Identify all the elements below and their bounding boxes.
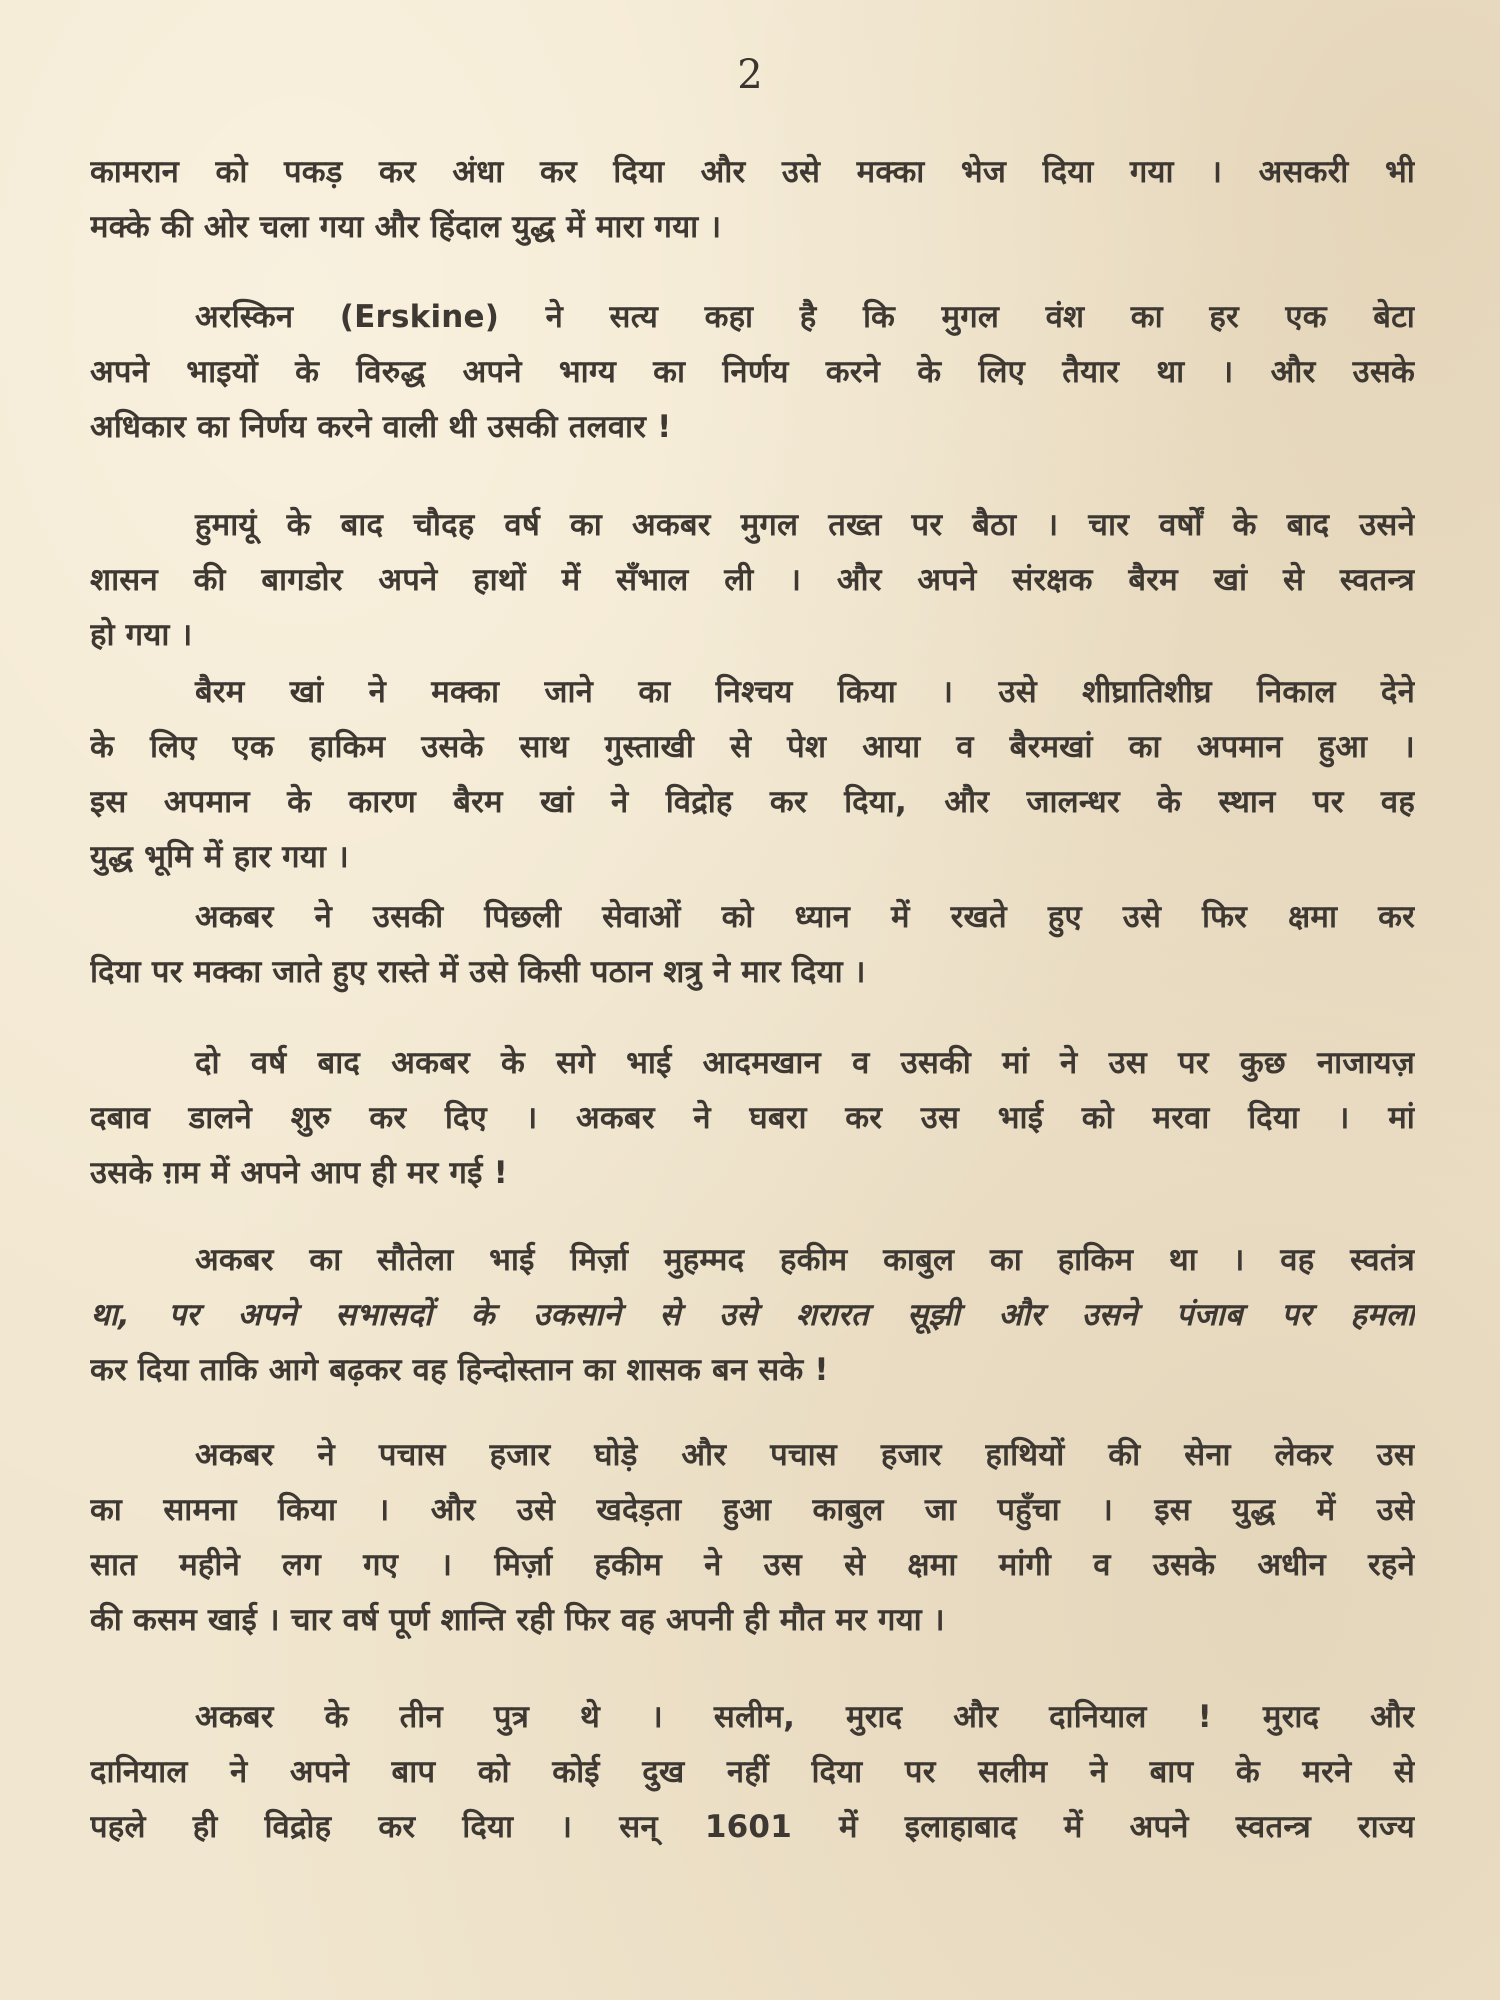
- text-line: युद्ध भूमि में हार गया ।: [90, 839, 349, 875]
- text-line: दिया पर मक्का जाते हुए रास्ते में उसे किसी पठान शत्रु ने मार दिया ।: [90, 954, 866, 990]
- text-line: कर दिया ताकि आगे बढ़कर वह हिन्दोस्तान का शासक बन सके !: [90, 1352, 829, 1388]
- paragraph-sons: [90, 1690, 1415, 1855]
- text-line: सात महीने लग गए । मिर्ज़ा हकीम ने उस से क्षमा मांगी व उसके अधीन रहने: [90, 1547, 1415, 1583]
- text-line: दबाव डालने शुरु कर दिए । अकबर ने घबरा कर उस भाई को मरवा दिया । मां: [90, 1100, 1415, 1136]
- text-line: दो वर्ष बाद अकबर के सगे भाई आदमखान व उसकी मां ने उस पर कुछ नाजायज़: [195, 1045, 1415, 1081]
- text-line: की कसम खाई । चार वर्ष पूर्ण शान्ति रही फिर वह अपनी ही मौत मर गया ।: [90, 1602, 945, 1638]
- page-number: 2: [737, 52, 763, 98]
- text-line: अधिकार का निर्णय करने वाली थी उसकी तलवार !: [90, 409, 672, 445]
- paragraph-forgiveness: [90, 890, 1415, 1000]
- text-line: दानियाल ने अपने बाप को कोई दुख नहीं दिया पर सलीम ने बाप के मरने से: [90, 1754, 1415, 1790]
- paragraph-adham-khan: [90, 1036, 1415, 1201]
- text-line: अपने भाइयों के विरुद्ध अपने भाग्य का निर्णय करने के लिए तैयार था । और उसके: [90, 354, 1415, 390]
- text-line: अकबर ने पचास हजार घोड़े और पचास हजार हाथियों की सेना लेकर उस: [195, 1437, 1415, 1473]
- text-line: के लिए एक हाकिम उसके साथ गुस्ताखी से पेश आया व बैरमखां का अपमान हुआ ।: [90, 729, 1415, 765]
- text-line: था, पर अपने सभासदों के उकसाने से उसे शरारत सूझी और उसने पंजाब पर हमला: [90, 1297, 1415, 1333]
- text-line: इस अपमान के कारण बैरम खां ने विद्रोह कर दिया, और जालन्धर के स्थान पर वह: [90, 784, 1415, 820]
- text-line: हुमायूं के बाद चौदह वर्ष का अकबर मुगल तख्त पर बैठा । चार वर्षों के बाद उसने: [195, 507, 1415, 543]
- text-line: अकबर ने उसकी पिछली सेवाओं को ध्यान में रखते हुए उसे फिर क्षमा कर: [195, 899, 1415, 935]
- text-line: अरस्किन (Erskine) ने सत्य कहा है कि मुगल वंश का हर एक बेटा: [195, 299, 1415, 335]
- paragraph-erskine: [90, 290, 1415, 455]
- text-line: कामरान को पकड़ कर अंधा कर दिया और उसे मक्का भेज दिया गया । असकरी भी: [90, 154, 1415, 190]
- paragraph-kabul-campaign: [90, 1428, 1415, 1648]
- paragraph-mirza-hakim: [90, 1233, 1415, 1398]
- text-line: शासन की बागडोर अपने हाथों में सँभाल ली । और अपने संरक्षक बैरम खां से स्वतन्त्र: [90, 562, 1415, 598]
- text-line: मक्के की ओर चला गया और हिंदाल युद्ध में मारा गया ।: [90, 209, 722, 245]
- text-line: हो गया ।: [90, 617, 193, 653]
- text-line: अकबर का सौतेला भाई मिर्ज़ा मुहम्मद हकीम काबुल का हाकिम था । वह स्वतंत्र: [195, 1242, 1415, 1278]
- text-line: पहले ही विद्रोह कर दिया । सन् 1601 में इलाहाबाद में अपने स्वतन्त्र राज्य: [90, 1809, 1415, 1845]
- text-line: का सामना किया । और उसे खदेड़ता हुआ काबुल जा पहुँचा । इस युद्ध में उसे: [90, 1492, 1415, 1528]
- text-line: बैरम खां ने मक्का जाने का निश्चय किया । उसे शीघ्रातिशीघ्र निकाल देने: [195, 674, 1415, 710]
- text-line: उसके ग़म में अपने आप ही मर गई !: [90, 1155, 508, 1191]
- paragraph-kamran: [90, 145, 1415, 255]
- paragraph-humayun: [90, 498, 1415, 663]
- text-line: अकबर के तीन पुत्र थे । सलीम, मुराद और दानियाल ! मुराद और: [195, 1699, 1415, 1735]
- paragraph-bairam-khan: [90, 665, 1415, 885]
